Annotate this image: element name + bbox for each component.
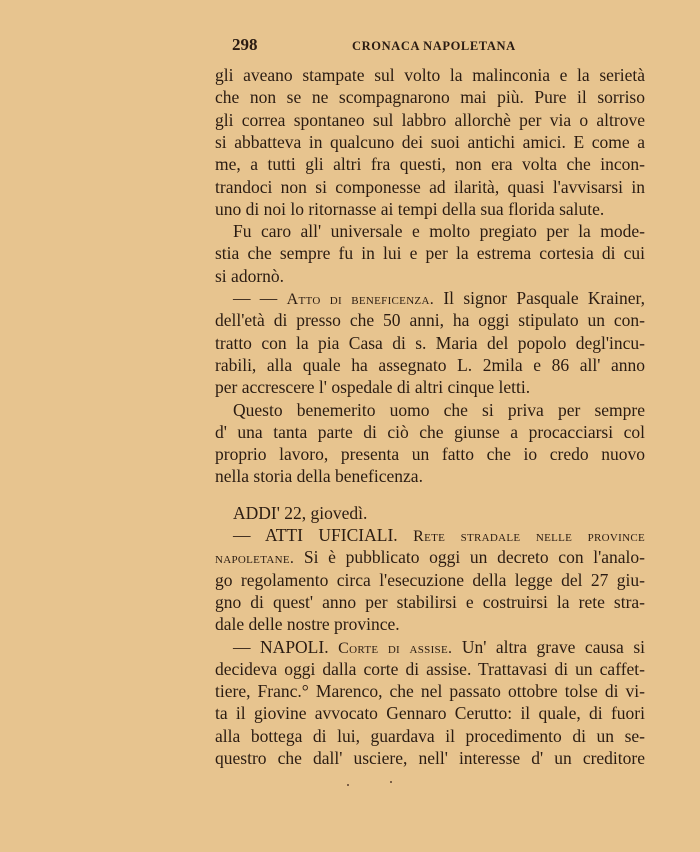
text-line: [215, 658, 645, 680]
text-line: [215, 680, 645, 702]
text-segment: gno di quest' anno per stabilirsi e costruirsi la rete stra-: [215, 592, 645, 612]
text-line: [215, 131, 645, 153]
text-line: [233, 220, 645, 242]
text-line: [215, 332, 645, 354]
text-line: [215, 725, 645, 747]
text-segment: tiere, Franc.° Marenco, che nel passato ottobre tolse di vi-: [215, 681, 645, 701]
text-segment: per accrescere l' ospedale di altri cinque letti.: [215, 377, 531, 397]
text-segment: che non se ne scompagnarono mai più. Pure il sorriso: [215, 87, 645, 107]
text-line: [215, 569, 645, 591]
text-line: [215, 309, 645, 331]
text-segment: rabili, alla quale ha assegnato L. 2mila e 86 all' anno: [215, 355, 645, 375]
text-segment: alla bottega di lui, guardava il procedimento di un se-: [215, 726, 645, 746]
running-title: CRONACA NAPOLETANA: [352, 39, 516, 53]
text-line: [215, 198, 645, 220]
section-heading: napoletane.: [215, 550, 295, 567]
text-segment: — —: [233, 288, 287, 308]
text-segment: questro che dall' usciere, nell' interesse d' un creditore: [215, 748, 645, 768]
text-segment: — NAPOLI.: [233, 637, 339, 657]
section-heading: Corte di assise.: [338, 640, 453, 657]
text-line: [215, 242, 645, 264]
text-segment: gli aveano stampate sul volto la malinconia e la serietà: [215, 65, 645, 85]
text-line: [215, 354, 645, 376]
text-segment: ADDI' 22, giovedì.: [233, 503, 368, 523]
text-segment: Il signor Pasquale Krainer,: [434, 288, 646, 308]
text-segment: ta il giovine avvocato Gennaro Cerutto: il quale, di fuori: [215, 703, 645, 723]
text-segment: tratto con la pia Casa di s. Maria del popolo degl'incu-: [215, 333, 645, 353]
text-line: [215, 613, 645, 635]
text-line: [215, 747, 645, 769]
text-line: [233, 399, 645, 421]
text-segment: dale delle nostre province.: [215, 614, 400, 634]
text-segment: si abbatteva in qualcuno dei suoi antichi amici. E come a: [215, 132, 645, 152]
page-number: 298: [232, 35, 258, 54]
text-segment: d' una tanta parte di ciò che giunse a procacciarsi col: [215, 422, 645, 442]
text-line: [215, 465, 645, 487]
text-segment: Si è pubblicato oggi un decreto con l'analo-: [294, 547, 645, 567]
text-line: [215, 591, 645, 613]
text-segment: trandoci non si componesse ad ilarità, quasi l'avvisarsi in: [215, 177, 645, 197]
section-heading: Rete stradale nelle province: [413, 528, 646, 545]
text-segment: proprio lavoro, presenta un fatto che io credo nuovo: [215, 444, 645, 464]
text-line: [215, 443, 645, 465]
text-line: [215, 86, 645, 108]
text-line: [233, 636, 645, 658]
text-line: [215, 265, 645, 287]
text-segment: uno di noi lo ritornasse ai tempi della sua florida salute.: [215, 199, 605, 219]
text-segment: me, a tutti gli altri fra questi, non era volta che incon-: [215, 154, 645, 174]
text-segment: dell'età di presso che 50 anni, ha oggi stipulato un con-: [215, 310, 645, 330]
text-segment: go regolamento circa l'esecuzione della legge del 27 giu-: [215, 570, 645, 590]
text-segment: gli correa spontaneo sul labbro allorchè per via o altrove: [215, 110, 645, 130]
text-line: [233, 287, 645, 309]
text-line: [215, 64, 645, 86]
text-line: [233, 524, 645, 546]
text-segment: decideva oggi dalla corte di assise. Trattavasi di un caffet-: [215, 659, 645, 679]
text-line: [233, 502, 645, 524]
text-segment: si adornò.: [215, 266, 285, 286]
text-segment: stia che sempre fu in lui e per la estrema cortesia di cui: [215, 243, 645, 263]
text-segment: nella storia della beneficenza.: [215, 466, 423, 486]
speck: [390, 781, 392, 783]
text-line: [215, 702, 645, 724]
text-line: [215, 546, 645, 568]
section-heading: Atto di beneficenza.: [286, 291, 435, 308]
text-line: [215, 376, 645, 398]
text-line: [215, 109, 645, 131]
text-segment: Un' altra grave causa si: [452, 637, 645, 657]
text-line: [215, 176, 645, 198]
text-segment: — ATTI UFICIALI.: [233, 525, 414, 545]
text-segment: Questo benemerito uomo che si priva per sempre: [233, 400, 645, 420]
text-line: [215, 153, 645, 175]
speck: [347, 784, 349, 786]
text-segment: Fu caro all' universale e molto pregiato per la mode-: [233, 221, 645, 241]
text-line: [215, 421, 645, 443]
